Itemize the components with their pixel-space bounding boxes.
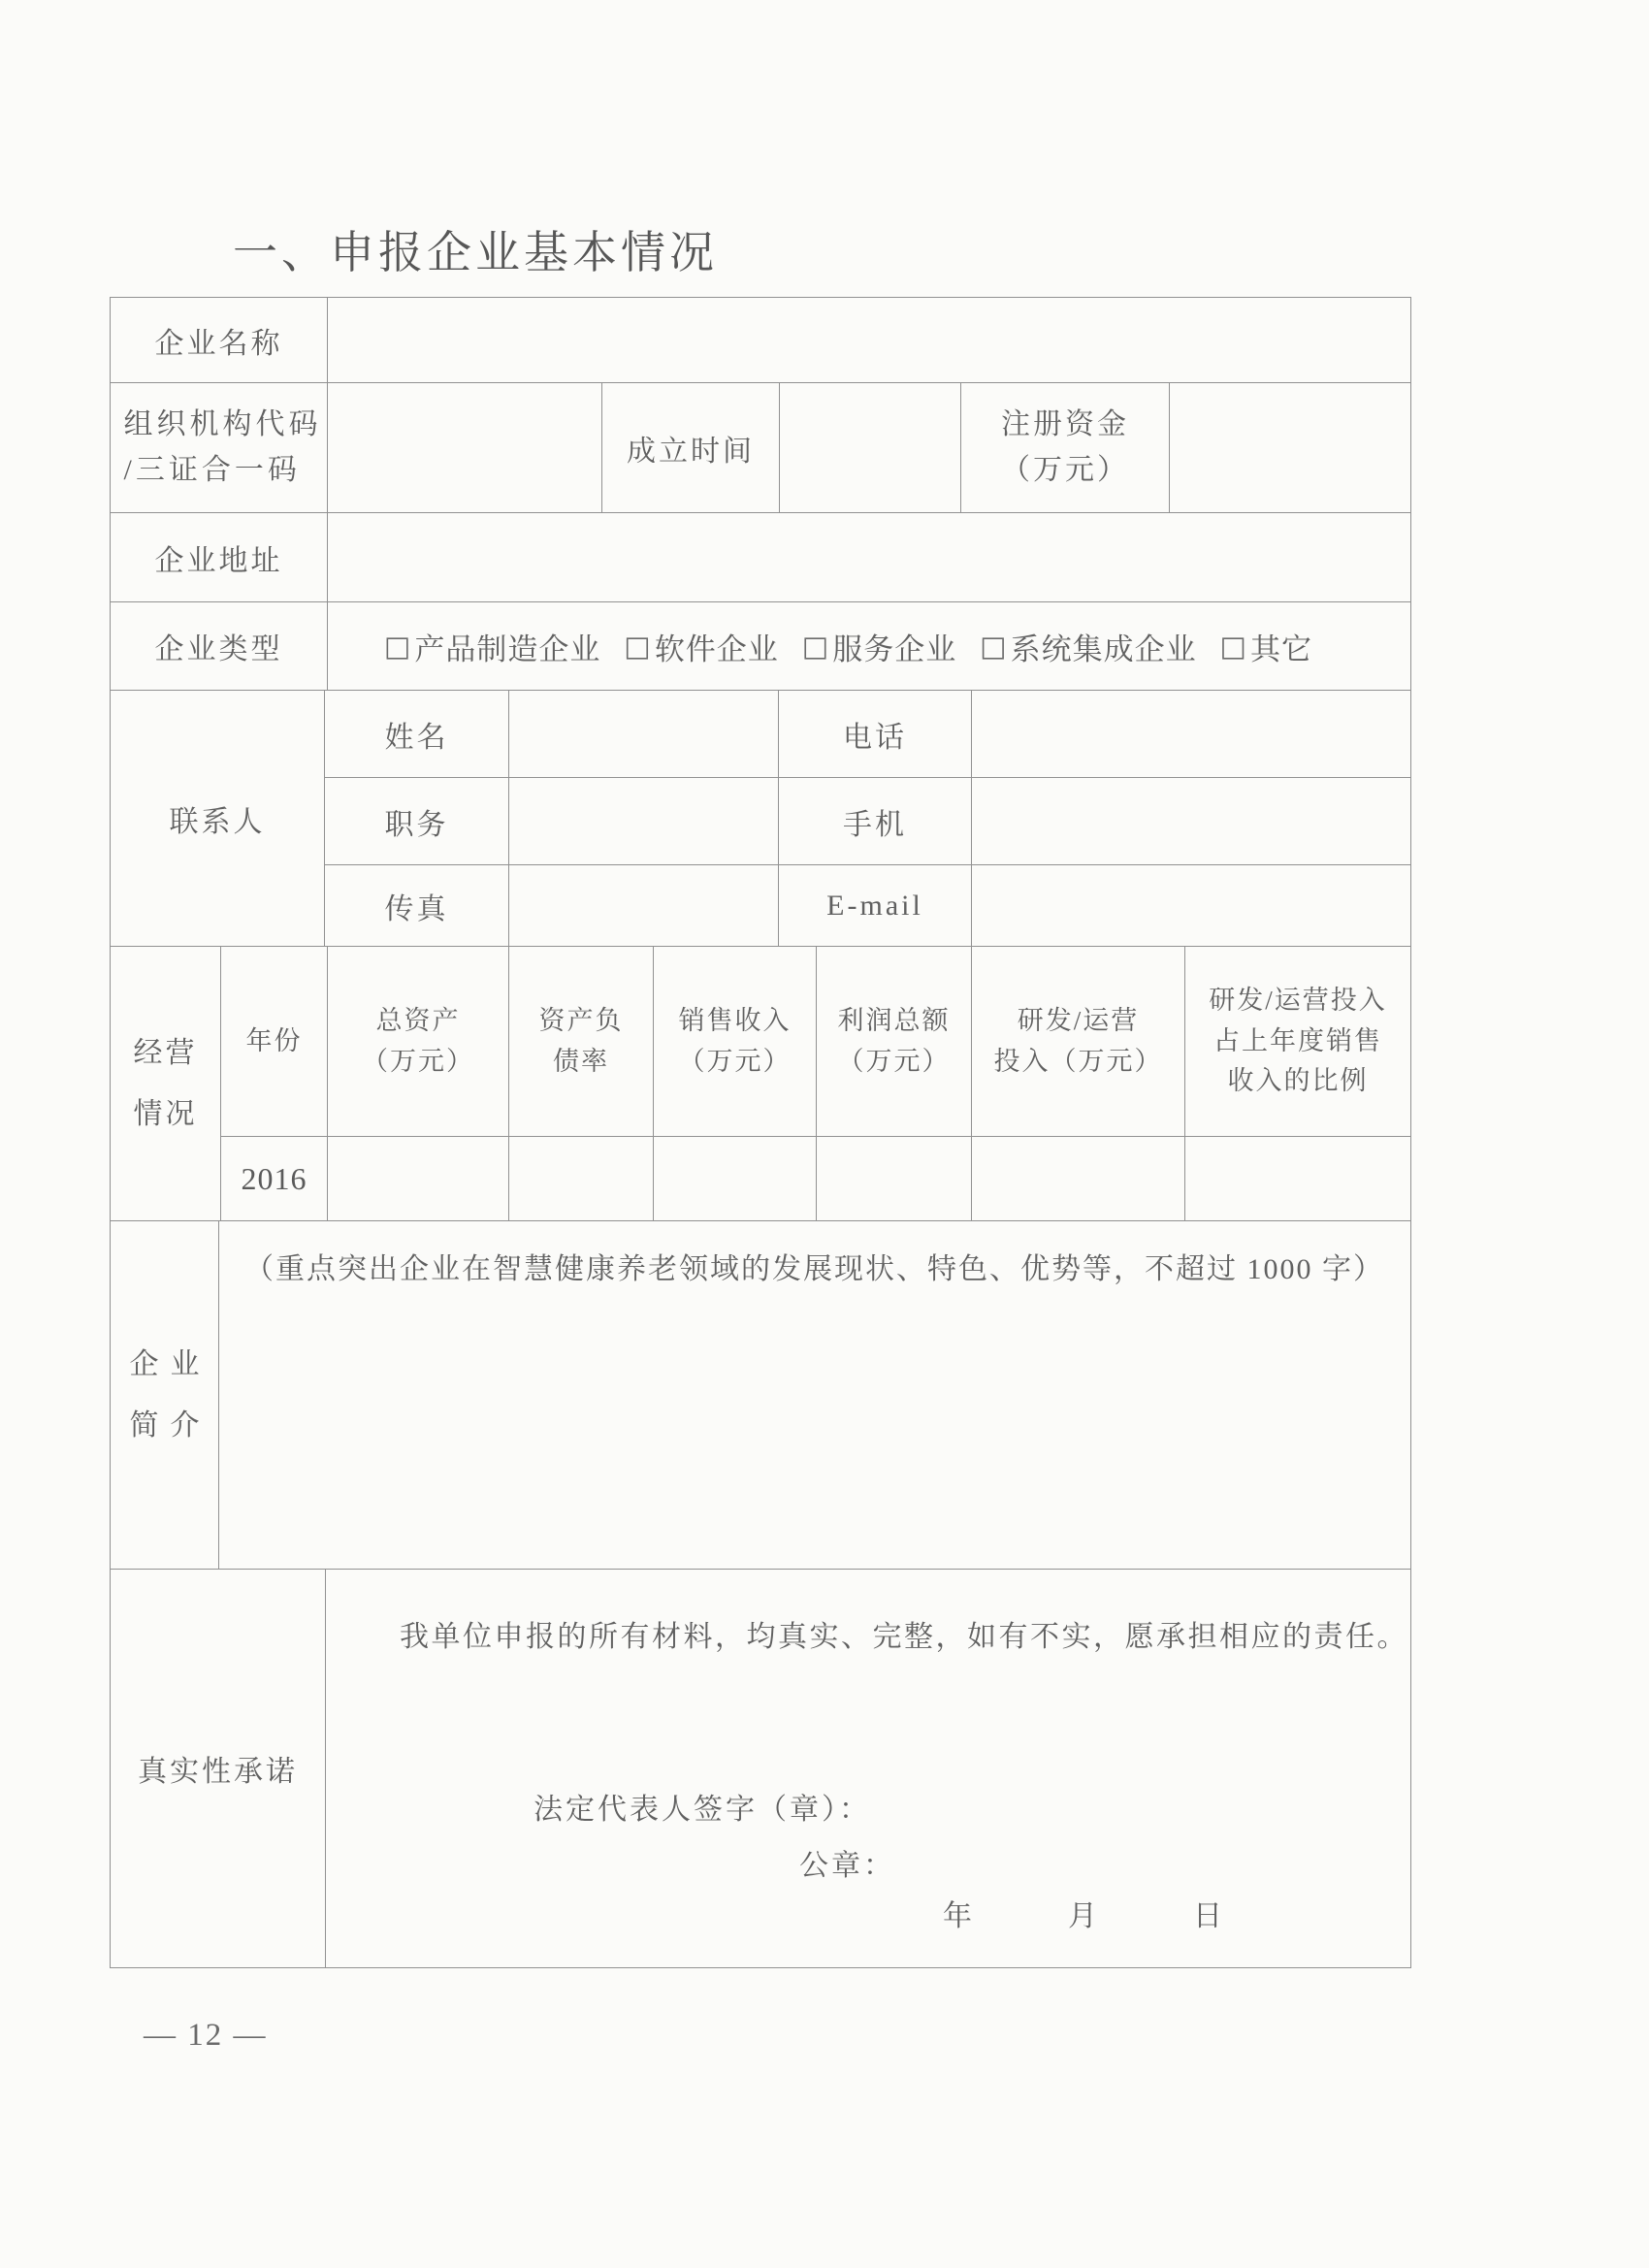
- registered-capital-label: [1001, 403, 1129, 493]
- org-code-label-line1: 组织机构代码: [123, 408, 322, 440]
- header-line: 研发/运营: [1017, 1005, 1140, 1035]
- founded-label: 成立时间: [627, 435, 755, 468]
- contact-label-cell: [111, 691, 325, 946]
- checkbox-icon: □: [980, 630, 1008, 663]
- contact-subtable: [325, 691, 1410, 946]
- checkbox-icon: □: [1219, 630, 1248, 663]
- option-system-integration: [980, 625, 1196, 668]
- org-code-label-cell: [111, 383, 328, 512]
- contact-mobile-label: 手机: [843, 808, 907, 841]
- operations-header-row: [221, 947, 1410, 1137]
- col-header-rd-ratio: [1185, 947, 1410, 1136]
- contact-label: 联系人: [169, 805, 266, 838]
- operations-label-line1: 经营: [133, 1037, 198, 1069]
- checkbox-icon: □: [384, 630, 412, 663]
- address-label: 企业地址: [154, 544, 283, 577]
- company-info-table: [110, 297, 1411, 1968]
- header-line: （万元）: [837, 1046, 951, 1076]
- date-line: [943, 1892, 1225, 1934]
- contact-row-3: [325, 865, 1410, 946]
- company-name-label-cell: [111, 298, 328, 382]
- commitment-statement: 我单位申报的所有材料，均真实、完整，如有不实，愿承担相应的责任。: [400, 1621, 1408, 1653]
- contact-block: [111, 691, 1410, 947]
- col-header-debt-ratio: [509, 947, 654, 1136]
- contact-fax-value-cell: [509, 865, 779, 946]
- col-header-lines: [679, 1001, 792, 1083]
- header-line: 利润总额: [837, 1005, 951, 1035]
- option-label: 产品制造企业: [414, 632, 601, 666]
- date-day-label: 日: [1193, 1900, 1225, 1932]
- org-code-label: [116, 403, 322, 493]
- operations-label-line2: 情况: [133, 1098, 198, 1130]
- rd-investment-value-cell: [972, 1137, 1185, 1220]
- debt-ratio-value-cell: [509, 1137, 654, 1220]
- operations-label: [134, 1022, 198, 1145]
- contact-title-value-cell: [509, 778, 779, 864]
- col-header-total-profit: [817, 947, 972, 1136]
- contact-email-value-cell: [972, 865, 1410, 946]
- contact-fax-label: 传真: [384, 892, 449, 925]
- company-name-label: 企业名称: [154, 327, 283, 360]
- contact-email-label: E-mail: [826, 889, 923, 922]
- company-profile-label-cell: [111, 1221, 219, 1569]
- operations-subtable: [221, 947, 1410, 1220]
- date-year-label: 年: [943, 1900, 975, 1932]
- option-label: 其它: [1250, 632, 1313, 666]
- contact-row-2: [325, 778, 1410, 865]
- org-code-label-line2: /三证合一码: [123, 453, 301, 486]
- company-name-row: [111, 298, 1410, 383]
- company-profile-label: [118, 1334, 211, 1456]
- contact-row-1: [325, 691, 1410, 778]
- operations-year-row: [221, 1137, 1410, 1220]
- contact-name-label-cell: [325, 691, 509, 777]
- option-label: 系统集成企业: [1010, 632, 1197, 666]
- company-profile-label-line2: 简介: [129, 1409, 211, 1442]
- company-type-options-cell: [328, 602, 1410, 690]
- date-month-label: 月: [1068, 1900, 1100, 1932]
- year-value-cell: 2016: [221, 1137, 328, 1220]
- col-header-sales-revenue: [654, 947, 817, 1136]
- header-line: 销售收入: [678, 1005, 792, 1035]
- company-profile-row: [111, 1221, 1410, 1570]
- option-product-manufacturer: [384, 625, 600, 668]
- legal-representative-signature-label: 法定代表人签字（章）：: [534, 1794, 871, 1826]
- option-label: 软件企业: [654, 632, 779, 666]
- org-code-row: [111, 383, 1410, 513]
- col-header-lines: [539, 1001, 624, 1083]
- contact-mobile-value-cell: [972, 778, 1410, 864]
- col-header-lines: [994, 1001, 1163, 1083]
- contact-name-value-cell: [509, 691, 779, 777]
- page-title: 一、申报企业基本情况: [233, 228, 718, 277]
- header-line: 占上年度销售: [1212, 1025, 1382, 1055]
- contact-name-label: 姓名: [384, 721, 449, 754]
- official-seal-label: 公章：: [799, 1850, 895, 1882]
- company-type-label: 企业类型: [154, 633, 283, 665]
- company-type-options: [328, 625, 1410, 668]
- header-line: （万元）: [678, 1046, 792, 1076]
- header-line: 年份: [245, 1025, 303, 1055]
- registered-capital-label-line2: （万元）: [1001, 453, 1129, 486]
- commitment-label: 真实性承诺: [138, 1756, 298, 1788]
- commitment-content-cell: [326, 1570, 1410, 1967]
- company-name-value-cell: [328, 298, 1410, 382]
- commitment-label-cell: [111, 1570, 326, 1967]
- option-software-company: [624, 625, 778, 668]
- option-label: 服务企业: [832, 632, 957, 666]
- contact-phone-label: 电话: [843, 721, 907, 754]
- org-code-value-cell: [328, 383, 602, 512]
- address-row: [111, 513, 1410, 602]
- col-header-lines: [838, 1001, 951, 1083]
- col-header-rd-investment: [972, 947, 1185, 1136]
- col-header-lines: [246, 1021, 303, 1062]
- contact-phone-label-cell: [779, 691, 972, 777]
- page-number: — 12 —: [144, 2018, 268, 2053]
- company-profile-note: （重点突出企业在智慧健康养老领域的发展现状、特色、优势等，不超过 1000 字）: [244, 1253, 1384, 1285]
- header-line: 资产负: [538, 1005, 624, 1035]
- col-header-lines: [362, 1001, 474, 1083]
- header-line: 债率: [553, 1046, 609, 1076]
- option-service-company: [802, 625, 956, 668]
- contact-mobile-label-cell: [779, 778, 972, 864]
- company-type-row: [111, 602, 1410, 691]
- col-header-year: [221, 947, 328, 1136]
- founded-label-cell: [602, 383, 780, 512]
- option-other: [1220, 625, 1312, 668]
- operations-label-cell: [111, 947, 221, 1220]
- contact-title-label: 职务: [384, 808, 449, 841]
- contact-email-label-cell: [779, 865, 972, 946]
- header-line: 总资产: [375, 1005, 461, 1035]
- checkbox-icon: □: [624, 630, 652, 663]
- commitment-row: [111, 1570, 1410, 1967]
- address-label-cell: [111, 513, 328, 601]
- contact-fax-label-cell: [325, 865, 509, 946]
- address-value-cell: [328, 513, 1410, 601]
- rd-ratio-value-cell: [1185, 1137, 1410, 1220]
- contact-phone-value-cell: [972, 691, 1410, 777]
- header-line: 投入（万元）: [993, 1046, 1163, 1076]
- registered-capital-label-line1: 注册资金: [1001, 408, 1129, 440]
- header-line: （万元）: [362, 1046, 474, 1076]
- col-header-lines: [1209, 981, 1387, 1103]
- company-type-label-cell: [111, 602, 328, 690]
- total-assets-value-cell: [328, 1137, 509, 1220]
- contact-title-label-cell: [325, 778, 509, 864]
- registered-capital-label-cell: [961, 383, 1170, 512]
- company-profile-label-line1: 企业: [129, 1348, 211, 1380]
- operations-block: [111, 947, 1410, 1221]
- col-header-total-assets: [328, 947, 509, 1136]
- company-profile-content-cell: [219, 1221, 1410, 1569]
- header-line: 收入的比例: [1227, 1066, 1369, 1096]
- header-line: 研发/运营投入: [1209, 985, 1387, 1015]
- total-profit-value-cell: [817, 1137, 972, 1220]
- checkbox-icon: □: [801, 630, 830, 663]
- founded-value-cell: [780, 383, 961, 512]
- sales-revenue-value-cell: [654, 1137, 817, 1220]
- registered-capital-value-cell: [1170, 383, 1410, 512]
